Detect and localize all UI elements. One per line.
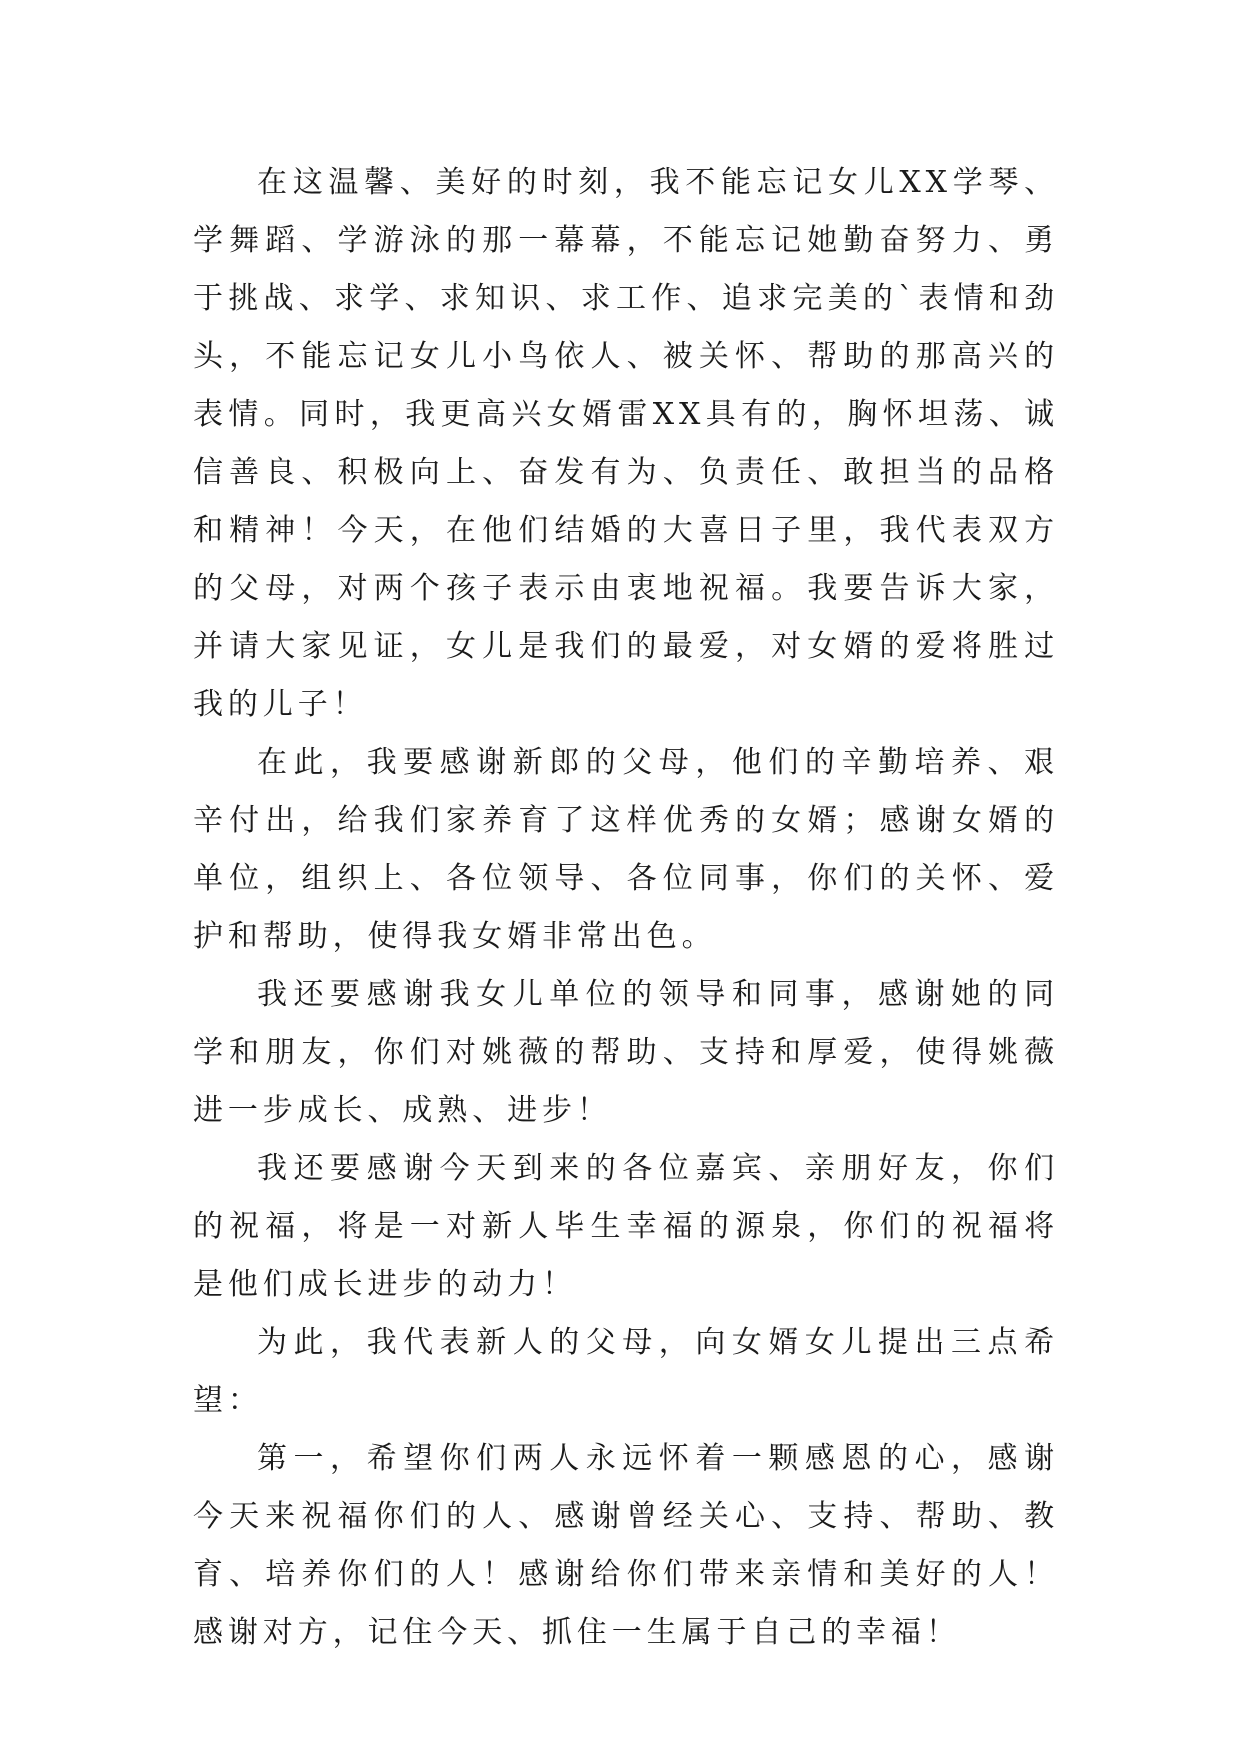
document-body — [193, 154, 1059, 1662]
paragraph-5: 为此，我代表新人的父母，向女婿女儿提出三点希望： — [193, 1325, 1059, 1418]
paragraph-4: 我还要感谢今天到来的各位嘉宾、亲朋好友，你们的祝福，将是一对新人毕生幸福的源泉，你们的祝福将是他们成长进步的动力！ — [193, 1151, 1059, 1302]
paragraph-2: 在此，我要感谢新郎的父母，他们的辛勤培养、艰辛付出，给我们家养育了这样优秀的女婿；感谢女婿的单位，组织上、各位领导、各位同事，你们的关怀、爱护和帮助，使得我女婿非常出色。 — [193, 745, 1059, 954]
paragraph-1: 在这温馨、美好的时刻，我不能忘记女儿XX学琴、学舞蹈、学游泳的那一幕幕，不能忘记她勤奋努力、勇于挑战、求学、求知识、求工作、追求完美的`表情和劲头，不能忘记女儿小鸟依人、被关怀、帮助的那高兴的表情。同时，我更高兴女婿雷XX具有的，胸怀坦荡、诚信善良、积极向上、奋发有为、负责任、敢担当的品格和精神！今天，在他们结婚的大喜日子里，我代表双方的父母，对两个孩子表示由衷地祝福。我要告诉大家，并请大家见证，女儿是我们的最爱，对女婿的爱将胜过我的儿子！ — [193, 165, 1059, 722]
paragraph-3: 我还要感谢我女儿单位的领导和同事，感谢她的同学和朋友，你们对姚薇的帮助、支持和厚爱，使得姚薇进一步成长、成熟、进步！ — [193, 977, 1059, 1128]
paragraph-6: 第一，希望你们两人永远怀着一颗感恩的心，感谢今天来祝福你们的人、感谢曾经关心、支持、帮助、教育、培养你们的人！感谢给你们带来亲情和美好的人！感谢对方，记住今天、抓住一生属于自己的幸福！ — [193, 1441, 1059, 1650]
